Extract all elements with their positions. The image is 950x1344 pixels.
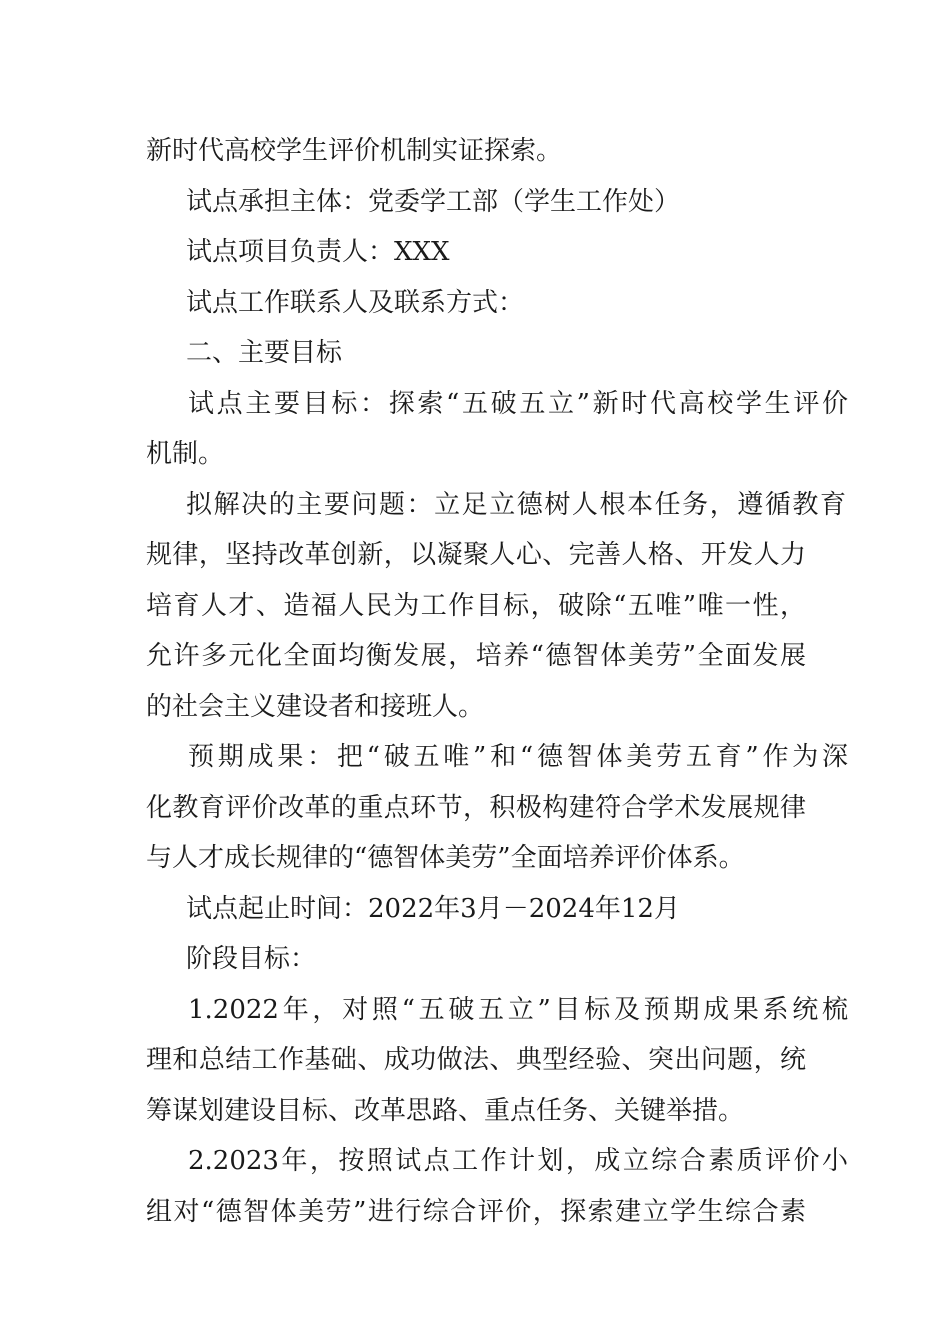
text-line-14: 化教育评价改革的重点环节，积极构建符合学术发展规律: [146, 792, 806, 823]
text-line-19: 理和总结工作基础、成功做法、典型经验、突出问题，统: [146, 1045, 806, 1075]
text-line-8: 拟解决的主要问题：立足立德树人根本任务，遵循教育: [186, 489, 846, 520]
text-line-16: 试点起止时间：2022年3月－2024年12月: [186, 893, 680, 924]
text-line-10: 培育人才、造福人民为工作目标，破除“五唯”唯一性，: [146, 590, 806, 621]
text-line-4: 试点工作联系人及联系方式：: [186, 287, 525, 318]
text-line-13: 预期成果：把“破五唯”和“德智体美劳五育”作为深: [188, 742, 848, 772]
text-line-3: 试点项目负责人：XXX: [186, 237, 450, 267]
text-line-9: 规律，坚持改革创新，以凝聚人心、完善人格、开发人力: [146, 540, 806, 570]
text-line-11: 允许多元化全面均衡发展，培养“德智体美劳”全面发展: [146, 641, 806, 671]
text-line-22: 组对“德智体美劳”进行综合评价，探索建立学生综合素: [146, 1196, 806, 1227]
text-line-7: 机制。: [146, 439, 225, 469]
text-line-6: 试点主要目标：探索“五破五立”新时代高校学生评价: [188, 388, 848, 419]
text-line-12: 的社会主义建设者和接班人。: [146, 691, 485, 722]
text-line-2: 试点承担主体：党委学工部（学生工作处）: [186, 186, 681, 217]
text-line-15: 与人才成长规律的“德智体美劳”全面培养评价体系。: [146, 843, 745, 873]
text-line-1: 新时代高校学生评价机制实证探索。: [146, 136, 563, 166]
section-heading-main-goals: 二、主要目标: [186, 338, 343, 368]
text-line-21: 2.2023年，按照试点工作计划，成立综合素质评价小: [188, 1146, 848, 1176]
text-line-17: 阶段目标：: [186, 944, 317, 974]
text-line-20: 筹谋划建设目标、改革思路、重点任务、关键举措。: [146, 1095, 745, 1126]
text-line-18: 1.2022年，对照“五破五立”目标及预期成果系统梳: [188, 994, 848, 1025]
document-body: [146, 126, 848, 1237]
